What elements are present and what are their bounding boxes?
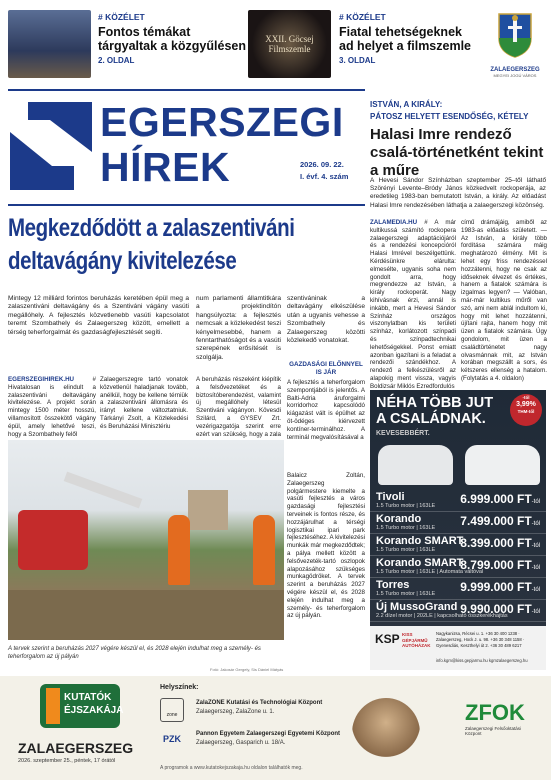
- car-price: 9.990.000 FT-tól: [460, 602, 540, 616]
- venues-title: Helyszínek:: [160, 684, 199, 691]
- right-kicker-2: PÁTOSZ HELYETT ESENDŐSÉG, KÉTELY: [370, 112, 529, 121]
- car-model: Torres: [376, 579, 410, 591]
- dealer-logo: KSP: [375, 632, 400, 646]
- car-ad[interactable]: [370, 390, 546, 670]
- photo-caption: A tervek szerint a beruházás 2027 végére készül el, és 2028 elején indulhat meg a személy- és teherforgalom az új pályán: [8, 646, 261, 660]
- banner-city: ZALAEGERSZEG: [18, 740, 134, 756]
- article-lead-cont: num parlamenti államtitkára a projektindítón hangsúlyozta: a fejlesztés nemcsak a közlekedést teszi kényelmesebbé, hanem a fenntarthatóságot és a vasúti szerepének erősítését is szolgálja.: [196, 295, 281, 361]
- city-crest: [485, 12, 545, 78]
- car-price-row[interactable]: [370, 490, 546, 512]
- teaser-1[interactable]: [98, 12, 248, 65]
- zalazone-logo: zone: [160, 698, 184, 722]
- excavator-arm: [64, 472, 143, 509]
- car-model: Tivoli: [376, 491, 405, 503]
- zfok-logo: ZFOK: [465, 700, 525, 725]
- headline-line-2: deltavágány kivitelezése: [8, 247, 237, 275]
- right-col-a-text: # A már kultikussá számító rockopera zalaegerszegi adaptációjáról és a rendezési koncepcióról Halasi Imrével beszélgettünk. Kérdésünkre elárulta: elmesélte, ugyanis soha nem gondolt arra, hogy megrendezze az István, a király rockoperát. Nagy kihívásnak érzi, annál is inkább, mert a Hevesi Sándor Színház országos viszonylatban kis területi színház, korlátozott színpadi és színpadtechnikai lehetőségekkel. Ponst emiatt azonban igazítani is a feladat a rendezői szándékhoz. A rendező a felkészülésről az alapokig ment vissza, vagyis Boldizsár Miklós Ezredfordulós: [370, 219, 456, 390]
- right-kicker: ISTVÁN, A KIRÁLY:: [370, 100, 443, 109]
- ad-headline-2: A CSALÁDNAK.: [376, 411, 486, 427]
- rate-badge-from: -tól: [522, 395, 530, 400]
- car-engine: 1.5 Turbo motor | 163LE: [376, 503, 436, 509]
- excavator-shape: [18, 510, 88, 570]
- venue-2-name: Pannon Egyetem Zalaegerszegi Egyetemi Központ: [196, 731, 341, 737]
- car-image-silver: [465, 445, 540, 485]
- headline-line-1: Megkezdődött a zalaszentiváni: [8, 214, 295, 242]
- car-price: 7.499.000 FT-tól: [460, 514, 540, 528]
- article-lead: Mintegy 12 milliárd forintos beruházás keretében épül meg a zalaszentiváni deltavágány és a Szentiváni vágány vasúti megállóhely. A fejlesztés közvetlenebb vasúti kapcsolatot teremt Szombathely és Zalaegerszeg között, emellett a térség teherforgalmát és gazdaságfejlesztését segíti.: [8, 295, 189, 336]
- worker-figure: [168, 515, 190, 585]
- venue-1-name: ZalaZONE Kutatási és Technológiai Központ: [196, 700, 323, 706]
- main-headline[interactable]: [8, 212, 301, 278]
- ad-headline-1: NÉHA TÖBB JUT: [376, 395, 494, 411]
- car-price: 6.999.000 FT-tól: [460, 492, 540, 506]
- pzk-logo: PZK: [163, 734, 181, 744]
- right-source[interactable]: ZALAMEDIA.HU: [370, 219, 418, 226]
- article-col-1: [8, 376, 96, 438]
- right-lead: A Hevesi Sándor Színházban szeptember 25–től láthatő Szörényi Levente–Bródy János közkedvelt rockoperája, az eredetileg 1983-ban bemutatott István, a király. Az előadást Halasi Imre rendezésében láthatja a zalaegerszegi közönség.: [370, 177, 546, 209]
- article-photo[interactable]: [8, 440, 284, 640]
- article-lead-cont-2: szentiváninak a deltavágány elkészülése után a ugyanis vehesse a Szombathely és Zalaegerszeg közötti közlekedő vonatokat.: [287, 295, 365, 345]
- masthead-title-1: EGERSZEGI: [100, 99, 344, 145]
- banner-date: 2026. szeptember 25., péntek, 17 órától: [18, 758, 116, 764]
- car-price-row[interactable]: [370, 578, 546, 600]
- teaser-title[interactable]: Fiatal tehetségeknek ad helyet a filmszemle: [339, 25, 472, 53]
- right-headline[interactable]: Halasi Imre rendező csalá-történetként tekint a műre: [370, 126, 544, 179]
- dealer-footer: [370, 626, 546, 670]
- kutatok-logo-line-1: KUTATÓK: [64, 692, 112, 703]
- worker-figure: [253, 515, 275, 585]
- dealer-web[interactable]: info.kgm@kiss.gepjarmu.hu kgmzalaegerszeg.hu: [436, 658, 528, 663]
- kutatok-logo-line-2: ÉJSZAKÁJA: [64, 705, 124, 716]
- calendar-icon: [46, 688, 60, 724]
- car-engine: 1.5 Turbo motor | 163LE: [376, 547, 436, 553]
- kutatok-banner[interactable]: [0, 676, 551, 780]
- rate-badge-value: 3,99%: [516, 401, 536, 408]
- photo-credit: Fotó: Jakosár Gergely, Sis Dániel Mátyás: [210, 667, 284, 672]
- coat-of-arms-icon: [497, 12, 533, 58]
- car-price-row[interactable]: [370, 600, 546, 622]
- issue-number: I. évf. 4. szám: [300, 172, 349, 181]
- dealer-name: KISS GÉPJÁRMŰ AUTÓHÁZAK: [402, 632, 431, 648]
- car-price: 8.399.000 FT-tól: [460, 536, 540, 550]
- article-col-4b: Balaicz Zoltán, Zalaegerszeg polgármestere kiemelte a vasúti fejlesztés a város gazdasági fejlesztési terveinek is fontos része, és hozzájárulhat a térségi logisztikai ipari park fejlesztéséhez. A kivitelezési munkák már megkezdődtek; a pálya mellett között a felsővezeték-tartó oszlopok alapozásához szükséges munkagödröket. A tervek szerint a beruházás 2027 végére készül el, és 2028 elején indulhat meg a személy- és teherforgalom az új pályán.: [287, 472, 365, 620]
- car-price: 9.999.000 FT-tól: [460, 580, 540, 594]
- article-col-4a: A fejlesztés a teherforgalom szempontjából is jelentős. A Balti-Adria áruforgalmi korridorhoz kapcsolódó kiágazást vált is épülhet az öt-ödéges kiérvezett kontíner-terminálhoz. A terminál megvalósításával a: [287, 379, 365, 441]
- masthead-rule-bottom: [8, 204, 365, 206]
- building-shape: [188, 490, 228, 530]
- eh-logo-icon: [10, 102, 92, 190]
- article-col-2: Zalaegerszegre tartó vonatok közvetlenül haladjanak tovább, anélkül, hogy be kellene térniük a zalaszentiváni állomásra és irányt kellene változtatniuk. Tárkányi Zsolt, a Közlekedési és Beruházási Minisztériu: [100, 376, 188, 430]
- teaser-page: 3. OLDAL: [339, 56, 376, 65]
- article-subhead: GAZDASÁGI ELŐNNYEL IS JÁR: [289, 361, 363, 376]
- venue-2-address: Zalaegerszeg, Gasparich u. 18/A.: [196, 740, 286, 746]
- rate-badge-thm: THM-től: [517, 409, 535, 414]
- car-price-row[interactable]: [370, 556, 546, 578]
- car-price-row[interactable]: [370, 512, 546, 534]
- teaser-2[interactable]: [339, 12, 479, 65]
- teaser-tag: # KÖZÉLET: [339, 12, 386, 22]
- right-col-b: című drámájáig, amiből az 1983-as előadás született. — Az István, a király több fordítása számára máig meghatározó élmény. Mit is lehet egy friss rendezéssel hozzátenni, hogy ne csak az időseknek élvezet és értékes, hanem a fiatalok számára is izgalmas legyen? — Valóban, már-már kultikus műről van szó, ami nem ablál indultom ki, hogy mit lehet hozzátenni, újítani rajta, hanem hogy mit üzen a fiatalok számára. Úgy gondolom, mit üzen a családtörténetet nagy olvasmánnak mit, az István korában megszállt a sors, és kétszeres ellenség a hatalom. (Folytatás a 4. oldalon): [461, 219, 547, 382]
- article-source[interactable]: EGERSZEGIHIREK.HU: [8, 376, 75, 383]
- crest-city: ZALAEGERSZEG: [490, 67, 540, 73]
- car-image-white: [378, 445, 453, 485]
- car-model: Korando SMART: [376, 557, 464, 569]
- rate-badge: [510, 394, 542, 426]
- article-col-1-text: # Hivatalosan is elindult a zalaszentiváni deltavágány kivitelezése. A projekt során mintegy 1500 méter hosszú, villamosított összekötő vágány épül, amely lehetővé teszi, hogy a Szombathely felől: [8, 376, 96, 438]
- dealer-address: Nagykanizsa, Récsei u. 1. +36 30 400 1238 · Zalaegerszeg, Hock J. u. 98. +36 30 348 1158 · Gyenesdiás, Keszthelyi út 2. +36 30 489 6217: [436, 631, 525, 648]
- venue-1-address: Zalaegerszeg, ZalaZone u. 1.: [196, 709, 275, 715]
- car-model: Korando SMART: [376, 535, 464, 547]
- car-engine: 1.5 Turbo motor | 163LE | Automata váltóval: [376, 569, 484, 575]
- teaser-photo-cityhall[interactable]: [8, 10, 91, 78]
- issue-date: 2026. 09. 22.: [300, 160, 344, 169]
- car-engine: 1.5 Turbo motor | 163LE: [376, 591, 436, 597]
- masthead-rule: [8, 89, 365, 91]
- teaser-page: 2. OLDAL: [98, 56, 135, 65]
- ad-subline: KEVESEBBÉRT.: [376, 430, 430, 437]
- car-engine: 1.5 Turbo motor | 163LE: [376, 525, 436, 531]
- car-model: Korando: [376, 513, 422, 525]
- car-engine: 2.2 dízel motor | 202LE | kapcsolható összkerékhajtás: [376, 613, 508, 619]
- scientist-illustration: [352, 698, 420, 768]
- ground-shape: [8, 590, 284, 640]
- car-price: 8.799.000 FT-tól: [460, 558, 540, 572]
- car-price-row[interactable]: [370, 534, 546, 556]
- zfok-subtitle: Zalaegerszegi Felsőoktatási Központ: [465, 726, 522, 736]
- article-col-3: A beruházás részeként kiépítik a felsővezetéket és a biztosítóberendezést, valamint új megállóhely létesül Szentiváni vágányon. Kövesdi Szilárd, a GYSEV Zrt. vezérigazgatója szerint erre ezért van szükség, hogy a zala: [196, 376, 281, 438]
- crest-subtitle: MEGYEI JOGÚ VÁROS: [493, 73, 537, 78]
- car-model: Új MussoGrand: [376, 601, 458, 613]
- masthead-title-2: HÍREK: [100, 144, 231, 190]
- kutatok-logo: [40, 684, 124, 728]
- filmfest-title: XXII. Göcsej Filmszemle: [265, 34, 314, 54]
- teaser-title[interactable]: Fontos témákat tárgyaltak a közgyűlésen: [98, 25, 246, 53]
- banner-note[interactable]: A programok a www.kutatokejszakaja.hu oldalon találhatók meg.: [160, 765, 303, 771]
- right-col-a: [370, 219, 456, 391]
- teaser-photo-filmfest[interactable]: [248, 10, 331, 78]
- teaser-tag: # KÖZÉLET: [98, 12, 145, 22]
